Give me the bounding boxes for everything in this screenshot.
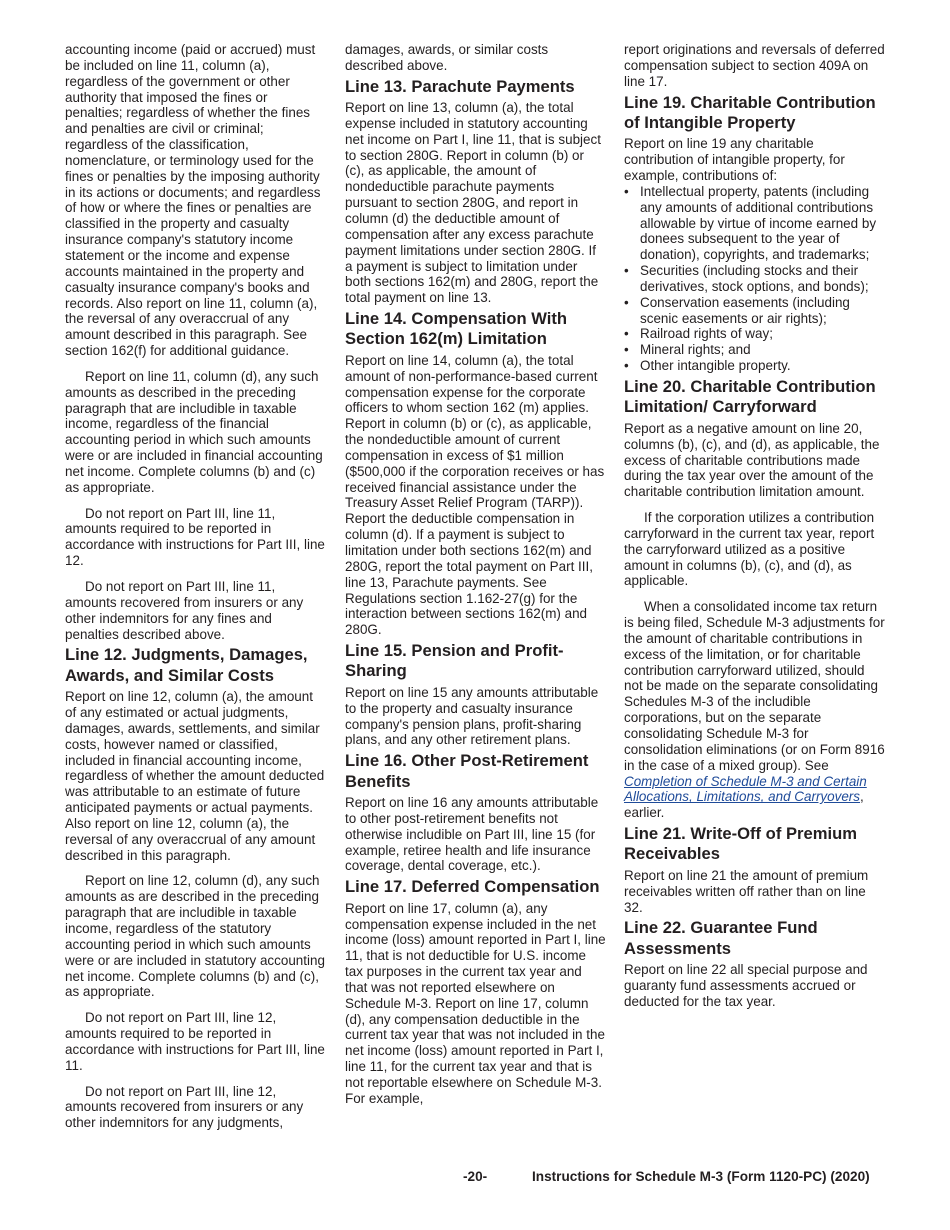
column-1 bbox=[65, 42, 327, 1141]
paragraph: Report on line 11, column (d), any such amounts as described in the preceding paragraph that are includible in taxable income, regardless of the financial accounting period in which such amounts were or are included in financial accounting net income. Complete columns (b) and (c) as appropriate. bbox=[65, 368, 323, 495]
paragraph: Do not report on Part III, line 12, amounts required to be reported in accordance with instructions for Part III, line 11. bbox=[65, 1010, 325, 1073]
heading-line-14: Line 14. Compensation With Section 162(m) Limitation bbox=[345, 309, 568, 349]
paragraph: Report on line 15 any amounts attributable to the property and casualty insurance company's pension plans, profit-sharing plans, and any other retirement plans. bbox=[345, 684, 599, 748]
heading-line-17: Line 17. Deferred Compensation bbox=[345, 877, 600, 897]
bullet: • bbox=[624, 263, 629, 279]
paragraph: report originations and reversals of deferred compensation subject to section 409A on line 17. bbox=[624, 42, 885, 89]
heading-line-15: Line 15. Pension and Profit-Sharing bbox=[345, 641, 564, 681]
bullet-list bbox=[624, 184, 886, 374]
paragraph: Report on line 12, column (a), the amount of any estimated or actual judgments, damages, awards, settlements, and similar costs, however named or classified, included in financial accounting income, regardless of whether the amount deducted was attributable to an estimate of future anticipated payments or actual payments. Also report on line 12, column (a), the reversal of any overaccrual of any amount described in this paragraph. bbox=[65, 689, 325, 863]
heading-line-21: Line 21. Write-Off of Premium Receivables bbox=[624, 824, 857, 864]
paragraph: Report on line 13, column (a), the total expense included in statutory accounting net income on Part I, line 11, that is subject to section 280G. Report in column (b) or (c), as applicable, the amount of nondeductible parachute payments pursuant to section 280G, and report in column (d) the deductible amount of compensation after any excess parachute payment limitations under section 280G. If a payment is subject to limitation under both sections 162(m) and 280G, report the total payment on line 13. bbox=[345, 100, 601, 306]
paragraph: Report on line 19 any charitable contribution of intangible property, for example, contributions of: bbox=[624, 136, 845, 184]
column-3 bbox=[624, 42, 886, 1020]
heading-line-13: Line 13. Parachute Payments bbox=[345, 76, 575, 96]
column-2 bbox=[345, 42, 607, 1117]
paragraph: If the corporation utilizes a contribution carryforward in the current tax year, report the carryforward utilized as a positive amount in columns (b), (c), and (d), as applicable. bbox=[624, 510, 875, 589]
bullet: • bbox=[624, 358, 629, 374]
page-number: -20- bbox=[463, 1169, 488, 1184]
paragraph: Report on line 17, column (a), any compensation expense included in the net income (loss) amount reported in Part I, line 11, that is not deductible for U.S. income tax purposes in the current tax year and that was not reported elsewhere on Schedule M-3. Report on line 17, column (d), any compensation deductible in the current tax year that was not included in the net income (loss) amount reported in Part I, line 11, for the current tax year and that is not reportable elsewhere on Schedule M-3. For example, bbox=[345, 900, 606, 1106]
list-item: • Conservation easements (including scenic easements or air rights); bbox=[624, 294, 850, 326]
heading-line-22: Line 22. Guarantee Fund Assessments bbox=[624, 918, 818, 958]
list-item: • Intellectual property, patents (including any amounts of additional contributions allowable by virtue of income earned by donees subsequent to the year of donation), copyrights, and trademarks; bbox=[624, 183, 877, 263]
paragraph: Report on line 14, column (a), the total amount of non-performance-based current compensation expense for the corporate officers to whom section 162 (m) applies. Report in column (b) or (c), as applicable, the nondeductible amount of current compensation in excess of $1 million ($500,000 if the corporation receives or has received financial assistance under the Treasury Asset Relief Program (TARP)). Report the deductible compensation in column (d). If a payment is subject to limitation under both sections 162(m) and 280G, report the total payment on Part III, line 13, Parachute payments. See Regulations section 1.162-27(g) for the interaction between sections 162(m) and 280G. bbox=[345, 352, 605, 638]
cross-reference-link[interactable]: Completion of Schedule M-3 and Certain Allocations, Limitations, and Carryovers bbox=[624, 773, 867, 805]
heading-line-19: Line 19. Charitable Contribution of Intangible Property bbox=[624, 92, 876, 132]
paragraph: When a consolidated income tax return is being filed, Schedule M-3 adjustments for the amount of charitable contributions in excess of the limitation, or for charitable contribution carryforward utilized, should not be made on the separate consolidating Schedules M-3 of the includible corporations, but on the separate consolidating Schedule M-3 for consolidation eliminations (or on Form 8916 in the case of a mixed group). See Completion of Schedule M-3 and Certain Allocations, Limitations, and Carryovers, earlier. bbox=[624, 599, 885, 821]
list-item: • Securities (including stocks and their derivatives, stock options, and bonds); bbox=[624, 263, 869, 294]
bullet: • bbox=[624, 294, 629, 310]
paragraph: damages, awards, or similar costs described above. bbox=[345, 42, 549, 73]
heading-line-20: Line 20. Charitable Contribution Limitation/ Carryforward bbox=[624, 377, 876, 417]
document-title: Instructions for Schedule M-3 (Form 1120-PC) (2020) bbox=[532, 1169, 870, 1184]
paragraph: Report on line 22 all special purpose and guaranty fund assessments accrued or deducted for the tax year. bbox=[624, 962, 868, 1009]
list-item: • Mineral rights; and bbox=[624, 342, 751, 358]
bullet: • bbox=[624, 342, 629, 358]
paragraph: accounting income (paid or accrued) must be included on line 11, column (a), regardless of the government or other authority that imposed the fines or penalties; regardless of whether the fines and penalties are civil or criminal; regardless of the classification, nomenclature, or terminology used for the fines or penalties by the imposing authority in its actions or documents; and regardless of how or where the fines or penalties are classified in the property and casualty insurance company's statutory income statement or the income and expense accounts maintained in the property and casualty insurance company's books and records. Also report on line 11, column (a), the reversal of any overaccrual of any amount described in this paragraph. See section 162(f) for additional guidance. bbox=[65, 42, 321, 359]
paragraph: Report as a negative amount on line 20, columns (b), (c), and (d), as applicable, the excess of charitable contributions made during the tax year over the amount of the charitable contribution limitation amount. bbox=[624, 420, 880, 500]
paragraph: Do not report on Part III, line 11, amounts required to be reported in accordance with instructions for Part III, line 12. bbox=[65, 505, 325, 569]
bullet: • bbox=[624, 326, 629, 342]
paragraph: Do not report on Part III, line 12, amounts recovered from insurers or any other indemnitors for any judgments, bbox=[65, 1083, 304, 1131]
list-item: • Railroad rights of way; bbox=[624, 326, 773, 342]
paragraph: Do not report on Part III, line 11, amounts recovered from insurers or any other indemnitors for any fines and penalties described above. bbox=[65, 579, 304, 642]
heading-line-12: Line 12. Judgments, Damages, Awards, and Similar Costs bbox=[65, 645, 308, 685]
paragraph: Report on line 21 the amount of premium receivables written off rather than on line 32. bbox=[624, 867, 869, 915]
paragraph: Report on line 12, column (d), any such amounts as are described in the preceding paragraph that are includible in taxable income, regardless of the statutory accounting period in which such amounts were or are included in statutory accounting net income. Complete columns (b) and (c), as appropriate. bbox=[65, 873, 325, 1000]
heading-line-16: Line 16. Other Post-Retirement Benefits bbox=[345, 751, 589, 791]
bullet: • bbox=[624, 183, 629, 199]
list-item: • Other intangible property. bbox=[624, 358, 791, 374]
paragraph: Report on line 16 any amounts attributable to other post-retirement benefits not otherwise includible on Part III, line 15 (for example, retiree health and life insurance coverage, dental coverage, etc.). bbox=[345, 795, 599, 874]
